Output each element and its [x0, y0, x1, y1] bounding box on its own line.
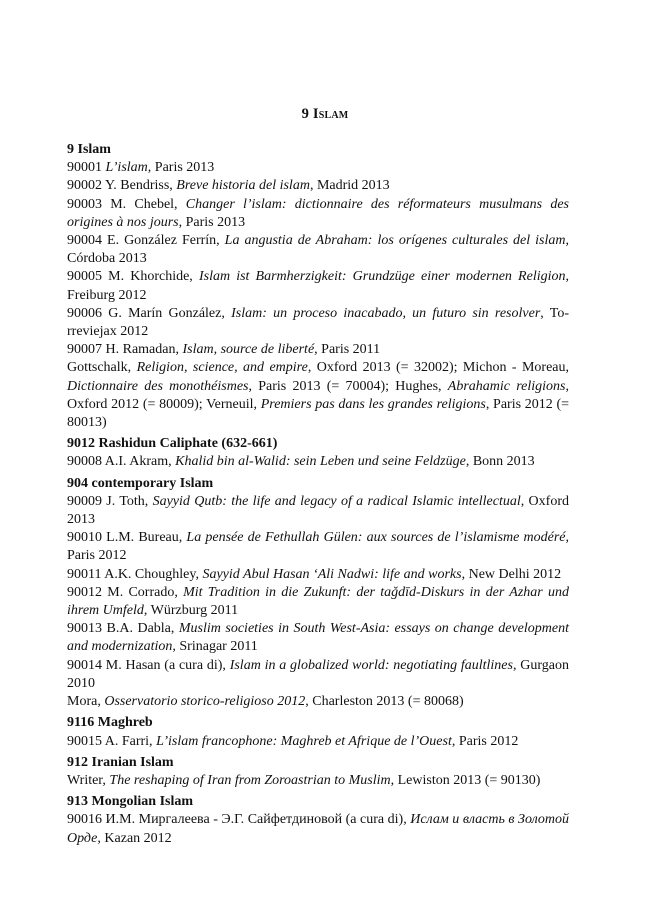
entry-text: , Paris 2012: [67, 530, 569, 564]
section-heading: 9 Islam: [67, 142, 111, 157]
entry-text: , Paris 2011: [314, 342, 381, 358]
bibliography-entry: [67, 657, 569, 693]
entry-title: Islam: un proceso inacabado, un futuro sin resolver: [231, 305, 541, 321]
bibliography-entry: [67, 159, 569, 177]
entry-text: Writer,: [67, 772, 110, 788]
entry-text: , New Delhi 2012: [461, 566, 562, 582]
entry-title: Sayyid Qutb: the life and legacy of a radical Islamic intellectual: [152, 493, 521, 509]
entry-title: La angustia de Abraham: los orígenes culturales del islam: [224, 233, 566, 249]
bibliography-entry: [67, 620, 569, 656]
entry-text: , Lewiston 2013 (= 90130): [390, 772, 541, 788]
entry-title: Mit Tradition in die Zukunft: der taǧdīd-Diskurs in der Azhar und ihrem Umfeld: [67, 584, 569, 619]
entry-title: Muslim societies in South West-Asia: essays on change development and modernization: [67, 621, 569, 655]
chapter-number: 9: [301, 106, 310, 122]
bibliography-entry: [67, 566, 569, 584]
entry-text: , Srinagar 2011: [172, 639, 258, 655]
section-heading: 9116 Maghreb: [67, 715, 153, 731]
bibliography-entry: [67, 232, 569, 268]
entry-text: 90005 M. Khorchide,: [67, 269, 199, 285]
entry-text: , Gurgaon 2010: [67, 657, 570, 691]
bibliography-entry: [67, 359, 569, 432]
entry-title: Premiers pas dans les grandes religions: [260, 396, 486, 412]
entry-title: Islam in a globalized world: negotiating faultlines: [229, 657, 513, 673]
bibliography-entry: [67, 268, 569, 304]
entry-text: 90001: [67, 160, 106, 176]
entry-text: 90015 A. Farri,: [67, 733, 157, 749]
bibliography-entry: [67, 733, 569, 751]
bibliography-entry: [67, 811, 569, 847]
entry-text: , Paris 2012 (= 80013): [67, 396, 570, 431]
entry-text: , Torreviejax 2012: [67, 305, 569, 340]
entry-text: 90013 B.A. Dabla,: [67, 621, 179, 637]
entry-text: , Oxford 2012 (= 80009); Verneuil,: [67, 378, 569, 412]
entry-title: Khalid bin al-Walid: sein Leben und seine Feldzüge: [175, 454, 466, 470]
entry-text: 90012 M. Corrado,: [67, 584, 184, 600]
entry-title: L’islam: [105, 160, 148, 176]
entry-text: 90008 A.I. Akram,: [67, 454, 176, 470]
entry-title: Osservatorio storico-religioso 2012: [104, 694, 306, 710]
entry-text: 90004 E. González Ferrín,: [67, 233, 225, 249]
entry-title: Religion, science, and empire: [136, 360, 308, 376]
entry-text: , Bonn 2013: [465, 454, 535, 470]
entry-text: , Würzburg 2011: [143, 603, 239, 619]
entry-title: Islam, source de liberté: [182, 342, 315, 358]
entry-text: , Paris 2013: [178, 214, 246, 230]
entry-title: Sayyid Abul Hasan ‘Ali Nadwi: life and works: [202, 566, 462, 582]
bibliography-entry: [67, 772, 569, 790]
entry-title: Ислам и власть в Золотой Орде: [67, 812, 569, 846]
chapter-title: [0, 106, 650, 123]
bibliography-entry: [67, 493, 569, 529]
entry-text: 90007 H. Ramadan,: [67, 342, 183, 358]
bibliography-entry: [67, 177, 569, 195]
bibliography-list: [67, 141, 569, 848]
entry-title: Changer l’islam: dictionnaire des réformateurs musulmans des origines à nos jours: [67, 196, 569, 230]
bibliography-entry: [67, 453, 569, 471]
section-heading: 912 Iranian Islam: [67, 754, 174, 770]
entry-text: , Freiburg 2012: [67, 269, 569, 303]
entry-text: 90006 G. Marín González,: [67, 305, 232, 321]
bibliography-entry: [67, 341, 569, 359]
entry-text: 90002 Y. Bendriss,: [67, 178, 177, 194]
entry-text: , Oxford 2013: [67, 493, 569, 528]
entry-text: Mora,: [67, 694, 105, 710]
entry-title: Dictionnaire des monothéismes: [67, 378, 249, 394]
entry-text: 90010 L.M. Bureau,: [67, 530, 187, 546]
entry-text: , Córdoba 2013: [67, 233, 569, 267]
entry-text: , Paris 2013: [147, 160, 215, 176]
entry-text: , Paris 2012: [451, 733, 519, 749]
bibliography-entry: [67, 529, 569, 565]
entry-text: 90003 M. Chebel,: [67, 196, 186, 212]
entry-title: La pensée de Fethullah Gülen: aux sources de l’islamisme modéré: [186, 530, 566, 546]
entry-title: L’islam francophone: Maghreb et Afrique de l’Ouest: [156, 733, 452, 749]
entry-text: , Oxford 2013 (= 32002); Michon - Moreau,: [307, 360, 570, 376]
bibliography-entry: [67, 196, 569, 232]
bibliography-entry: [67, 693, 569, 711]
bibliography-entry: [67, 305, 569, 341]
entry-text: , Paris 2013 (= 70004); Hughes,: [248, 378, 448, 394]
entry-text: 90009 J. Toth,: [67, 493, 153, 509]
entry-title: Abrahamic religions: [447, 378, 566, 394]
entry-text: , Madrid 2013: [309, 178, 390, 194]
entry-title: The reshaping of Iran from Zoroastrian to Muslim: [109, 772, 391, 788]
entry-text: , Kazan 2012: [97, 830, 172, 846]
section-heading: 9012 Rashidun Caliphate (632-661): [67, 436, 278, 452]
entry-text: 90016 И.М. Миргалеева - Э.Г. Сайфетдиновой (a cura di),: [67, 812, 411, 828]
entry-text: 90014 M. Hasan (a cura di),: [67, 657, 230, 673]
section-heading: 913 Mongolian Islam: [67, 794, 194, 810]
entry-text: , Charleston 2013 (= 80068): [305, 694, 464, 710]
chapter-name: Islam: [312, 106, 349, 122]
entry-text: Gottschalk,: [67, 360, 137, 376]
entry-title: Breve historia del islam: [176, 178, 310, 194]
entry-text: 90011 A.K. Choughley,: [67, 566, 203, 582]
section-heading: 904 contemporary Islam: [67, 475, 214, 491]
bibliography-entry: [67, 584, 569, 620]
entry-title: Islam ist Barmherzigkeit: Grundzüge einer modernen Religion: [198, 269, 566, 285]
